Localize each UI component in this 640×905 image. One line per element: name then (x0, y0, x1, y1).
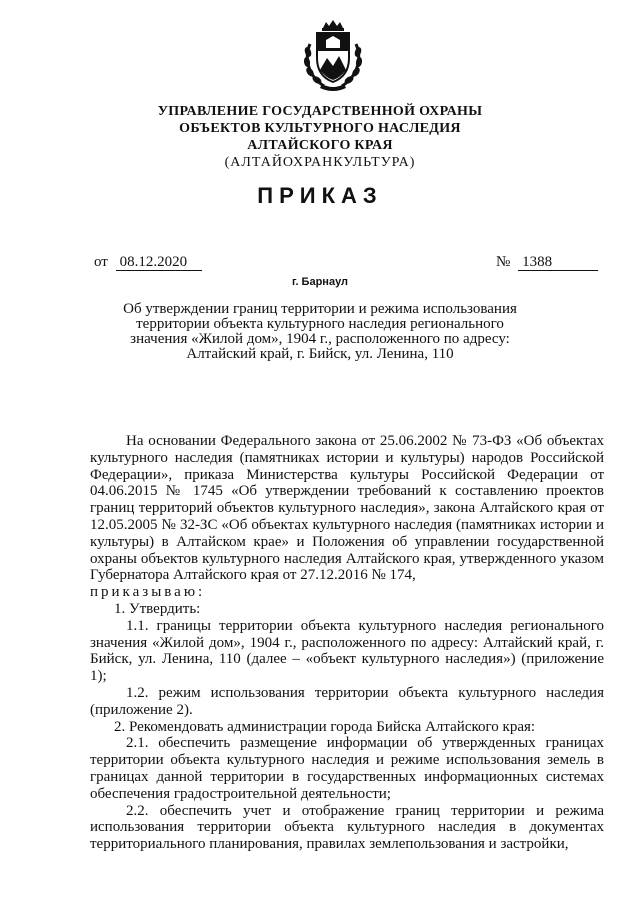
org-line-2: ОБЪЕКТОВ КУЛЬТУРНОГО НАСЛЕДИЯ (179, 121, 461, 136)
paragraph-1: 1. Утвердить: (114, 600, 201, 617)
subject-line-4: Алтайский край, г. Бийск, ул. Ленина, 110 (186, 346, 454, 362)
paragraph-2: 2. Рекомендовать администрации города Бийска Алтайского края: (114, 718, 536, 735)
org-line-3: АЛТАЙСКОГО КРАЯ (247, 138, 393, 153)
subject-line-1: Об утверждении границ территории и режима использования (123, 301, 517, 317)
preamble-paragraph: На основании Федерального закона от 25.06.2002 № 73-ФЗ «Об объектах культурного наследия (памятниках истории и культуры) народов Российской Федерации», приказа Министерства культуры Российской Федерации от 04.06.2015 № 1745 «Об утверждении требований к составлению проектов границ территорий объектов культурного наследия», закона Алтайского края от 12.05.2005 № 32-ЗС «Об объектах культурного наследия (памятниках истории и культуры) в Алтайском крае» и Положения об управлении государственной охраны объектов культурного наследия Алтайского края, утвержденного указом Губернатора Алтайского края от 27.12.2016 № 174, (90, 433, 604, 584)
number-prefix: № (496, 254, 511, 270)
date-value: 08.12.2020 (116, 254, 202, 271)
org-line-4: (АЛТАЙОХРАНКУЛЬТУРА) (224, 155, 416, 170)
paragraph-2-2: 2.2. обеспечить учет и отображение границ территории и режима использования территории объекта культурного наследия в документах территориального планирования, правилах землепользования и застройки, (90, 802, 604, 853)
number-block (496, 254, 598, 271)
document-subject (110, 302, 530, 362)
document-body (90, 433, 604, 853)
subject-line-2: территории объекта культурного наследия регионального (136, 316, 504, 332)
paragraph-2-1: 2.1. обеспечить размещение информации об утвержденных границах территории объекта культурного наследия и режиме использования земель в границах данной территории в государственных информационных системах обеспечения градостроительной деятельности; (90, 735, 604, 802)
coat-of-arms-icon (300, 18, 366, 92)
date-block (94, 254, 202, 271)
date-prefix: от (94, 254, 108, 270)
document-title: ПРИКАЗ (257, 183, 383, 208)
city: г. Барнаул (291, 276, 349, 288)
number-value: 1388 (518, 254, 598, 271)
organization-name (60, 103, 580, 171)
org-line-1: УПРАВЛЕНИЕ ГОСУДАРСТВЕННОЙ ОХРАНЫ (157, 104, 483, 119)
paragraph-1-2: 1.2. режим использования территории объекта культурного наследия (приложение 2). (90, 684, 604, 718)
order-word: приказываю: (90, 584, 206, 601)
paragraph-1-1: 1.1. границы территории объекта культурного наследия регионального значения «Жилой дом», 1904 г., расположенного по адресу: Алтайский край, г. Бийск, ул. Ленина, 110 (далее – «объект культурного наследия») (приложение 1); (90, 617, 604, 685)
subject-line-3: значения «Жилой дом», 1904 г., расположенного по адресу: (130, 331, 510, 347)
